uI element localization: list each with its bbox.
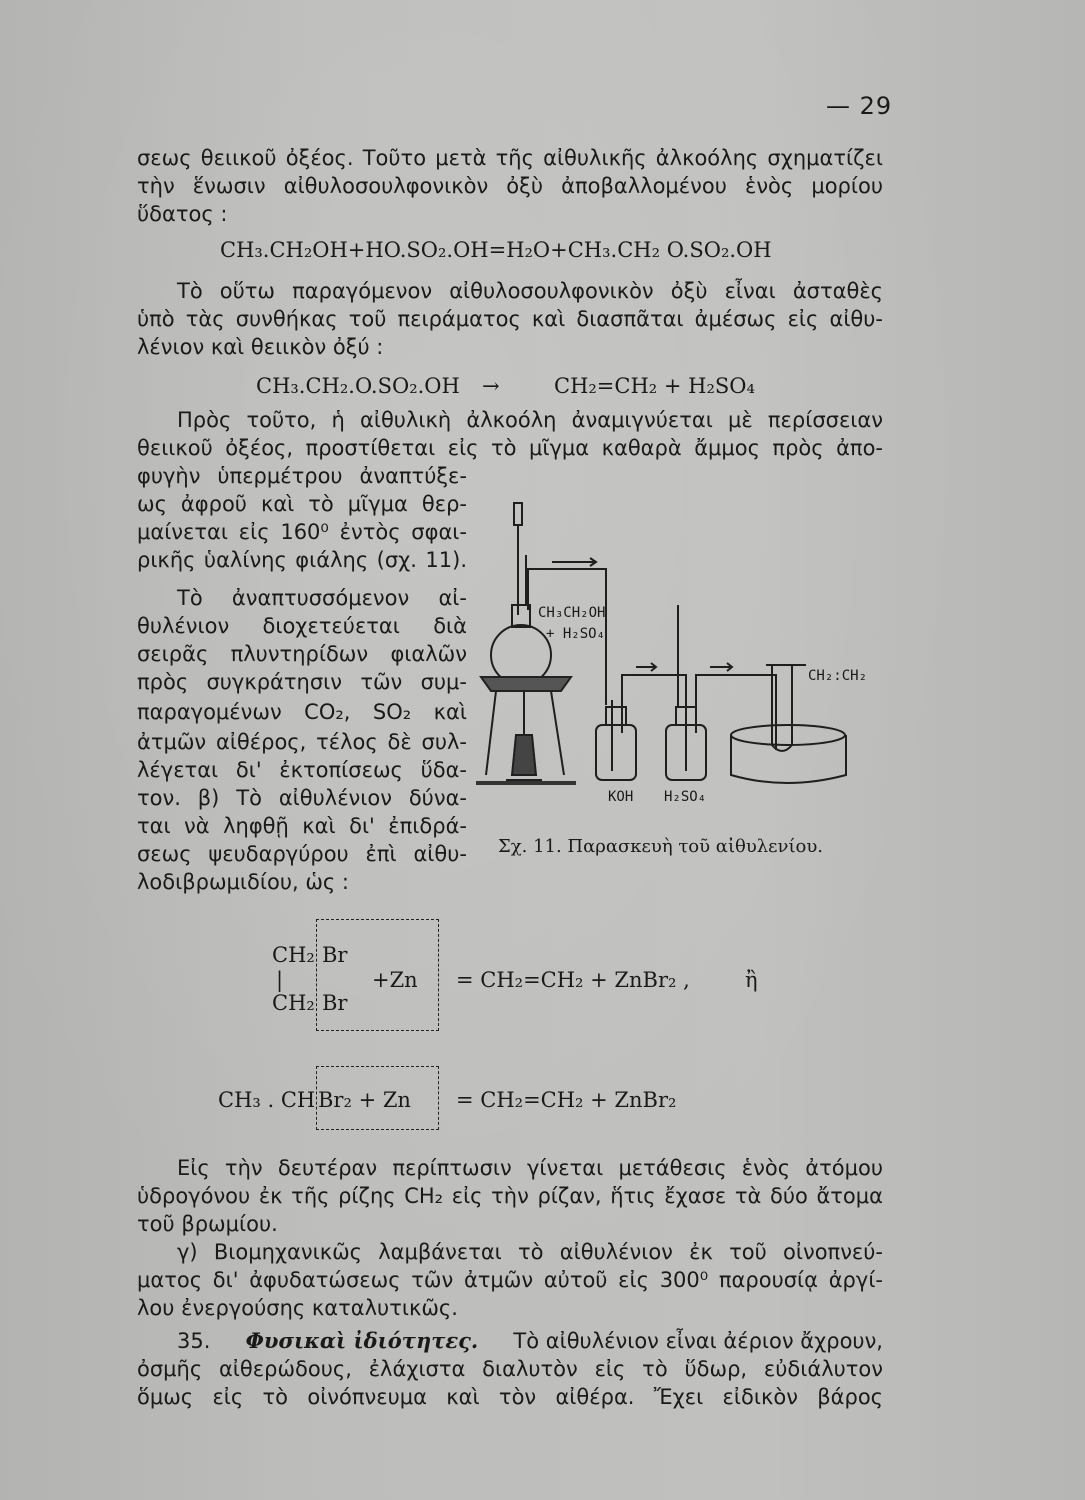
- column-line-2: ως ἀφροῦ καὶ τὸ μῖγμα θερ-: [137, 492, 467, 516]
- intro-line-2: τὴν ἕνωσιν αἰθυλοσουλφονικὸν ὀξὺ ἀποβαλλομένου ἑνὸς μορίου: [137, 174, 883, 198]
- reaction-1-products: = CH₂=CH₂ + ZnBr₂ ,: [456, 968, 690, 992]
- reaction-1-top-br: Br: [322, 943, 348, 967]
- reaction-1-reagent: +Zn: [372, 968, 418, 992]
- gas-label: CH₂:CH₂: [808, 668, 868, 684]
- bottle-2-label: H₂SO₄: [664, 789, 707, 805]
- section-number: 35.: [177, 1329, 211, 1353]
- reaction-2-left: CH₃ . CH: [218, 1088, 316, 1112]
- column-line-13: ται νὰ ληφθῇ καὶ δι' ἐπιδρά-: [137, 814, 467, 838]
- formula-decomposition-left: CH₃.CH₂.O.SO₂.OH: [256, 374, 460, 398]
- figure-caption: Σχ. 11. Παρασκευὴ τοῦ αἰθυλενίου.: [498, 836, 824, 857]
- intro-line-1: σεως θειικοῦ ὀξέος. Τοῦτο μετὰ τῆς αἰθυλικῆς ἀλκοόλης σχηματίζει: [137, 146, 883, 170]
- column-line-7: σειρᾶς πλυντηρίδων φιαλῶν: [137, 642, 467, 666]
- flask-label: CH₃CH₂OH: [538, 605, 606, 621]
- column-line-15: λοδιβρωμιδίου, ὡς :: [137, 870, 349, 894]
- section-heading: Φυσικαὶ ἰδιότητες.: [245, 1328, 479, 1353]
- reaction-2-boxed: Br₂ + Zn: [318, 1088, 411, 1112]
- para4-line-3: τοῦ βρωμίου.: [137, 1212, 278, 1236]
- reaction-1-bottom: CH₂: [272, 991, 315, 1015]
- intro-line-3: ὕδατος :: [137, 202, 228, 226]
- para5-line-2: ματος δι' ἀφυδατώσεως τῶν ἀτμῶν αὐτοῦ εἰς 300⁰ παρουσίᾳ ἀργί-: [137, 1268, 883, 1292]
- para2-line-1: Τὸ οὕτω παραγόμενον αἰθυλοσουλφονικὸν ὀξὺ εἶναι ἀσταθὲς: [177, 279, 883, 303]
- para3-line-1: Πρὸς τοῦτο, ἡ αἰθυλικὴ ἀλκοόλη ἀναμιγνύεται μὲ περίσσειαν: [177, 408, 883, 432]
- para6-first-rest: Τὸ αἰθυλένιον εἶναι ἀέριον ἄχρουν,: [513, 1329, 883, 1353]
- reaction-1-top: CH₂: [272, 943, 315, 967]
- column-line-4: ρικῆς ὑαλίνης φιάλης (σχ. 11).: [137, 548, 467, 572]
- para6-line-2: ὀσμῆς αἰθερώδους, ἐλάχιστα διαλυτὸν εἰς τὸ ὕδωρ, εὐδιάλυτον: [137, 1357, 883, 1381]
- para3-line-2: θειικοῦ ὀξέος, προστίθεται εἰς τὸ μῖγμα καθαρὰ ἄμμος πρὸς ἀπο-: [137, 436, 883, 460]
- column-line-9: παραγομένων CO₂, SO₂ καὶ: [137, 700, 467, 724]
- formula-sulfation: CH₃.CH₂OH+HO.SO₂.OH=H₂O+CH₃.CH₂ O.SO₂.OH: [220, 238, 772, 262]
- para5-line-3: λου ἐνεργούσης καταλυτικῶς.: [137, 1296, 458, 1320]
- flask-acid-label: + H₂SO₄: [546, 626, 606, 642]
- column-line-1: φυγὴν ὑπερμέτρου ἀναπτύξε-: [137, 464, 467, 488]
- ethylene-apparatus-figure: [476, 495, 876, 815]
- para6-line-1: [177, 1327, 883, 1355]
- column-line-5: Τὸ ἀναπτυσσόμενον αἰ-: [177, 586, 467, 610]
- column-line-10: ἀτμῶν αἰθέρος, τέλος δὲ συλ-: [137, 730, 467, 754]
- column-line-3: μαίνεται εἰς 160⁰ ἐντὸς σφαι-: [137, 520, 467, 544]
- column-line-6: θυλένιον διοχετεύεται διὰ: [137, 614, 467, 638]
- para5-line-1: γ) Βιομηχανικῶς λαμβάνεται τὸ αἰθυλένιον ἐκ τοῦ οἰνοπνεύ-: [177, 1240, 883, 1264]
- para6-line-3: ὅμως εἰς τὸ οἰνόπνευμα καὶ τὸν αἰθέρα. Ἔχει εἰδικὸν βάρος: [137, 1385, 883, 1409]
- column-line-14: σεως ψευδαργύρου ἐπὶ αἰθυ-: [137, 842, 467, 866]
- para2-line-3: λένιον καὶ θειικὸν ὀξύ :: [137, 335, 384, 359]
- para2-line-2: ὑπὸ τὰς συνθήκας τοῦ πειράματος καὶ διασπᾶται ἀμέσως εἰς αἰθυ-: [137, 307, 883, 331]
- column-line-8: πρὸς συγκράτησιν τῶν συμ-: [137, 670, 467, 694]
- reaction-1-bottom-br: Br: [322, 991, 348, 1015]
- formula-decomposition-right: CH₂=CH₂ + H₂SO₄: [554, 374, 755, 398]
- reaction-arrow: →: [482, 374, 500, 398]
- reaction-1-bond: |: [276, 968, 284, 992]
- page-number: — 29: [826, 92, 893, 120]
- column-line-12: τον. β) Τὸ αἰθυλένιον δύνα-: [137, 786, 467, 810]
- reaction-1-or: ἢ: [745, 968, 758, 992]
- bottle-1-label: KOH: [608, 789, 634, 805]
- column-line-11: λέγεται δι' ἐκτοπίσεως ὕδα-: [137, 758, 467, 782]
- reaction-2-products: = CH₂=CH₂ + ZnBr₂: [456, 1088, 677, 1112]
- para4-line-2: ὑδρογόνου ἐκ τῆς ρίζης CH₂ εἰς τὴν ρίζαν, ἥτις ἔχασε τὰ δύο ἄτομα: [137, 1184, 883, 1208]
- para4-line-1: Εἰς τὴν δευτέραν περίπτωσιν γίνεται μετάθεσις ἑνὸς ἀτόμου: [177, 1156, 883, 1180]
